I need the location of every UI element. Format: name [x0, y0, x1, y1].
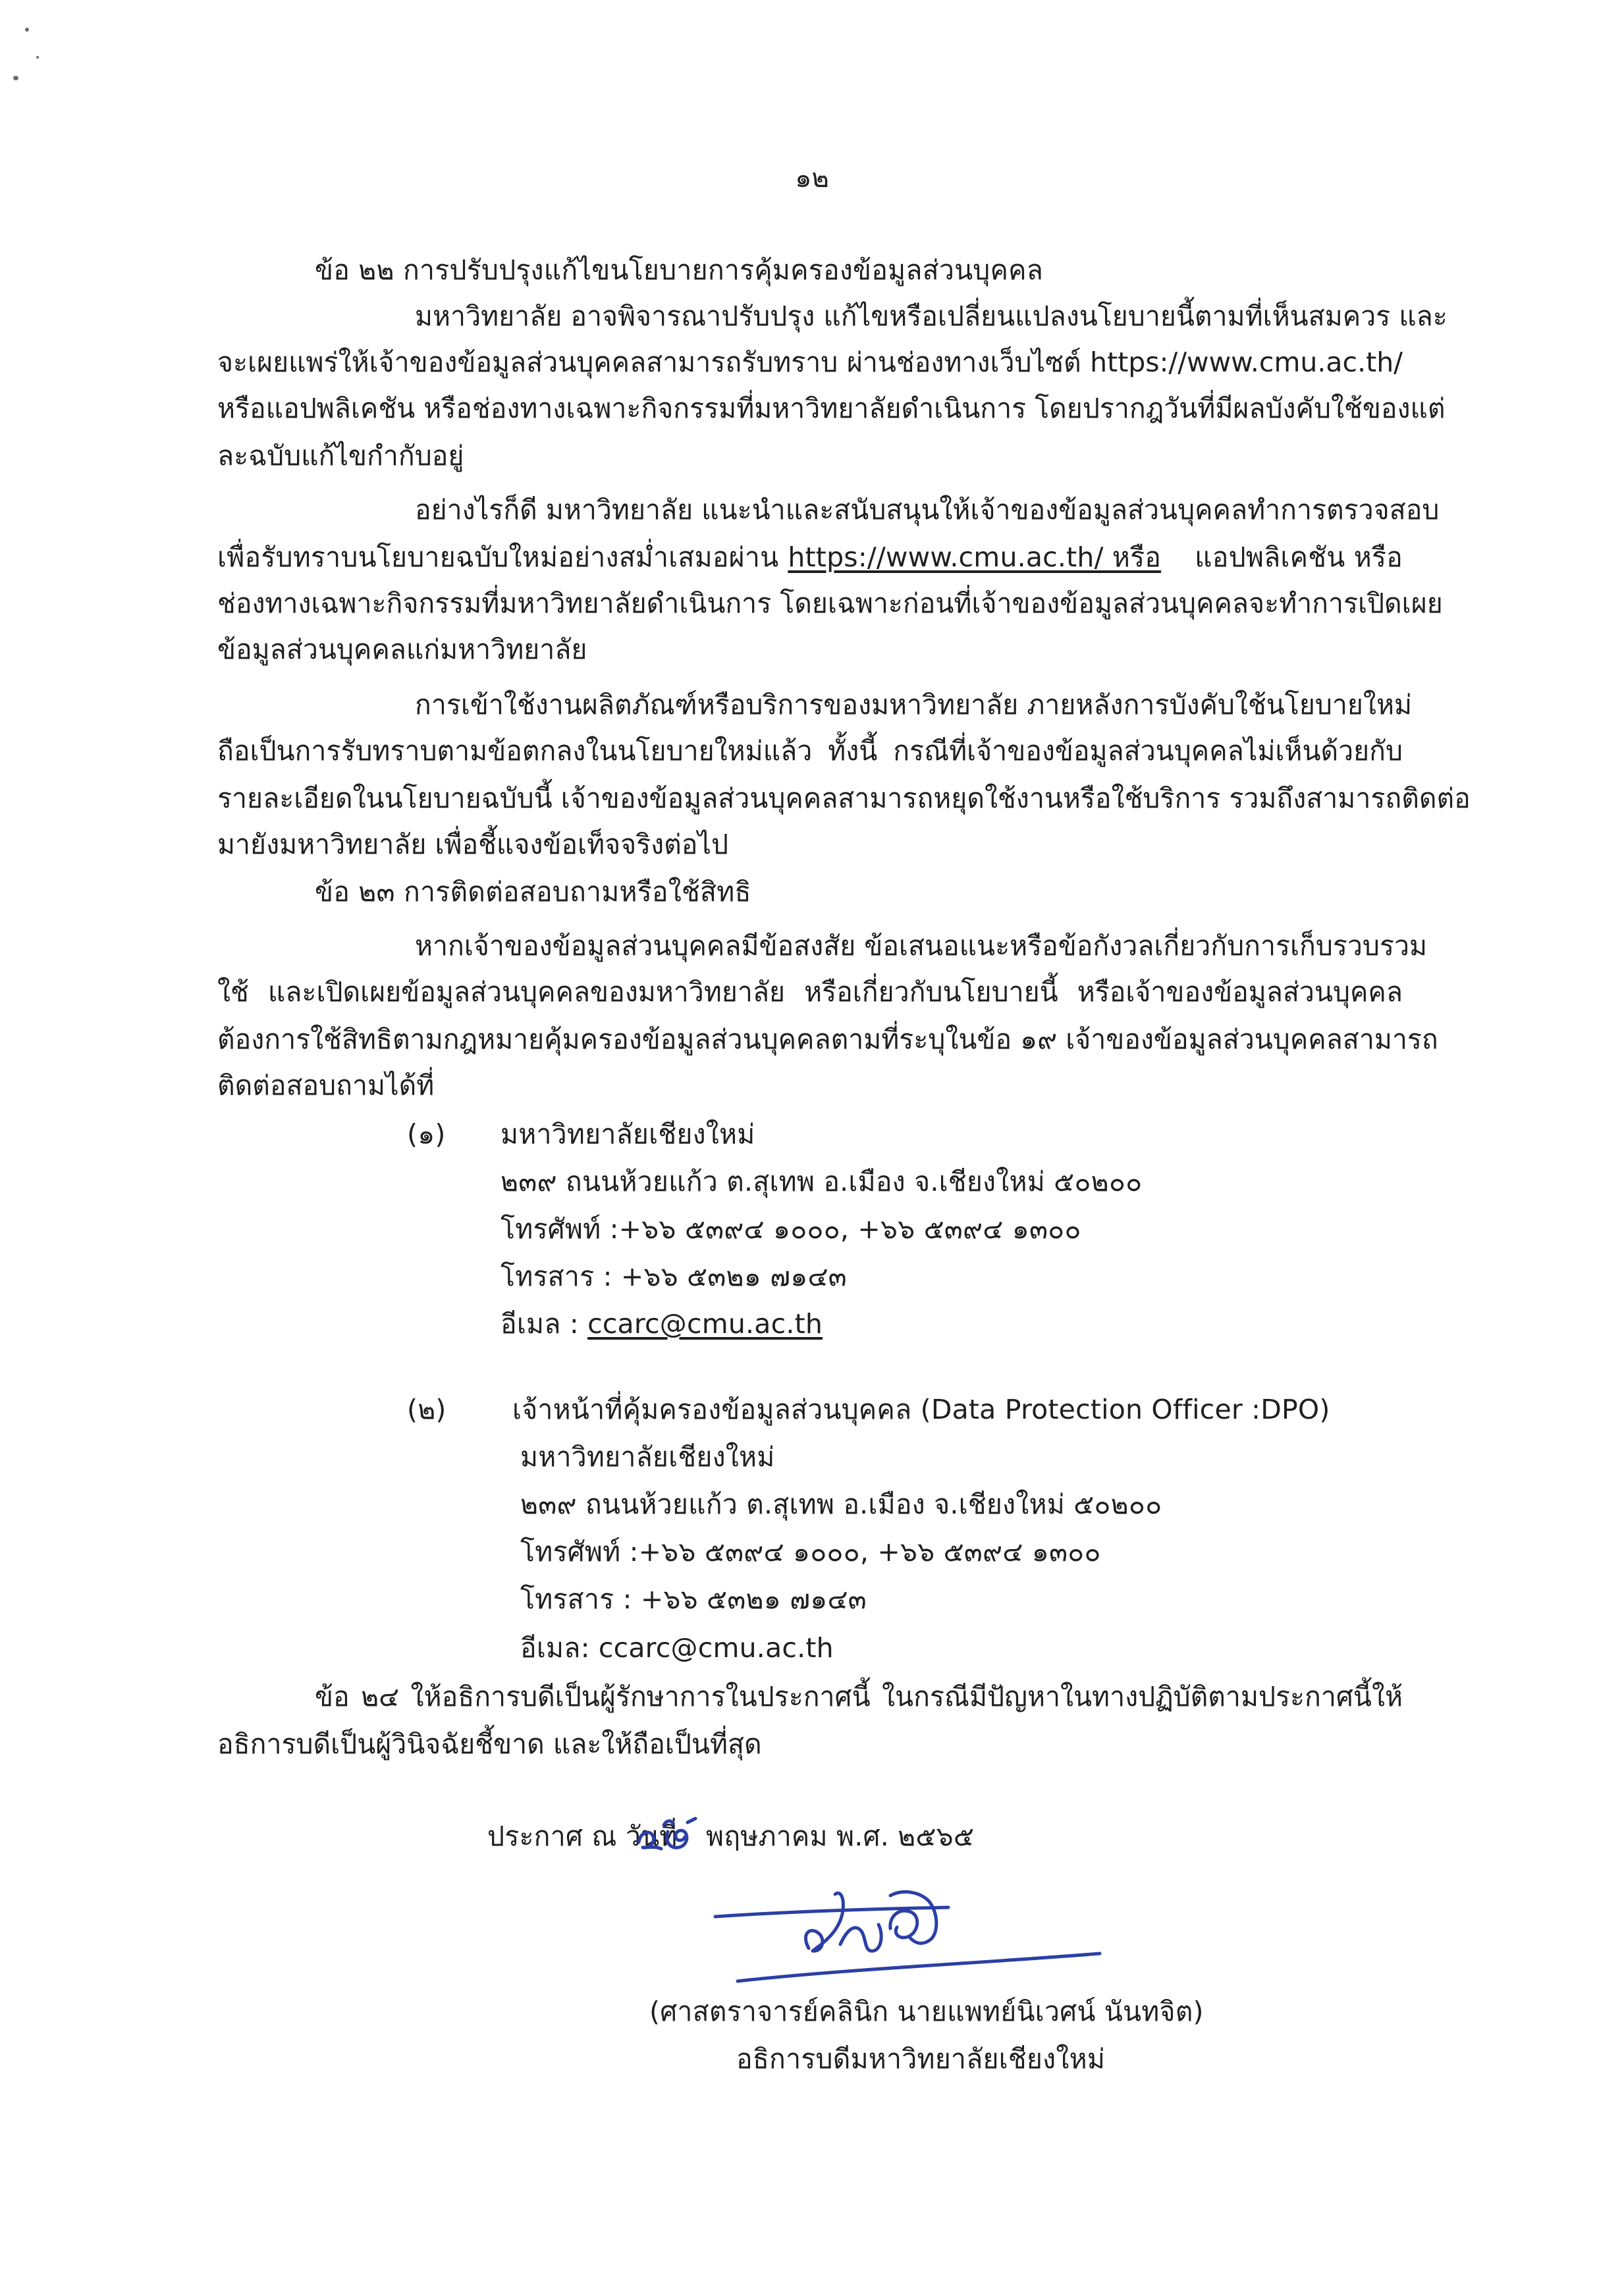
signature — [711, 1871, 1120, 1996]
section-22-heading: ข้อ ๒๒ การปรับปรุงแก้ไขนโยบายการคุ้มครองข้อมูลส่วนบุคคล — [315, 254, 1044, 286]
contact-1-email-link[interactable]: ccarc@cmu.ac.th — [587, 1308, 823, 1340]
cmu-website-link[interactable]: https://www.cmu.ac.th/ หรือ — [788, 541, 1162, 573]
contact-2-email: อีเมล: ccarc@cmu.ac.th — [520, 1632, 834, 1664]
section-22-para3-line4: มายังมหาวิทยาลัย เพื่อชี้แจงข้อเท็จจริงต่อไป — [217, 829, 729, 860]
para2-line2-prefix: เพื่อรับทราบนโยบายฉบับใหม่อย่างสม่ำเสมอผ่าน — [217, 541, 779, 573]
contact-2-address: ๒๓๙ ถนนห้วยแก้ว ต.สุเทพ อ.เมือง จ.เชียงใหม่ ๕๐๒๐๐ — [520, 1489, 1162, 1520]
contact-1-fax: โทรสาร : +๖๖ ๕๓๒๑ ๗๑๔๓ — [501, 1261, 847, 1292]
section-22-para2-line1: อย่างไรก็ดี มหาวิทยาลัย แนะนำและสนับสนุนให้เจ้าของข้อมูลส่วนบุคคลทำการตรวจสอบ — [415, 494, 1440, 526]
section-22-para2-line3: ช่องทางเฉพาะกิจกรรมที่มหาวิทยาลัยดำเนินการ โดยเฉพาะก่อนที่เจ้าของข้อมูลส่วนบุคคลจะทำการเปิดเผย — [217, 588, 1443, 619]
section-23-para-line3: ต้องการใช้สิทธิตามกฎหมายคุ้มครองข้อมูลส่วนบุคคลตามที่ระบุในข้อ ๑๙ เจ้าของข้อมูลส่วนบุคคลสามารถ — [217, 1024, 1438, 1055]
section-23-para-line2: ใช้ และเปิดเผยข้อมูลส่วนบุคคลของมหาวิทยาลัย หรือเกี่ยวกับนโยบายนี้ หรือเจ้าของข้อมูลส่วนบุคคล — [217, 976, 1403, 1008]
contact-2-fax: โทรสาร : +๖๖ ๕๓๒๑ ๗๑๔๓ — [520, 1583, 867, 1615]
announce-prefix: ประกาศ ณ วันที่ — [487, 1820, 678, 1852]
contact-1-address: ๒๓๙ ถนนห้วยแก้ว ต.สุเทพ อ.เมือง จ.เชียงใหม่ ๕๐๒๐๐ — [501, 1166, 1143, 1197]
section-24-line1: ข้อ ๒๔ ให้อธิการบดีเป็นผู้รักษาการในประกาศนี้ ในกรณีมีปัญหาในทางปฏิบัติตามประกาศนี้ให้ — [315, 1681, 1403, 1712]
handwritten-day — [634, 1808, 699, 1861]
scan-speck — [13, 76, 18, 80]
section-22-para3-line1: การเข้าใช้งานผลิตภัณฑ์หรือบริการของมหาวิทยาลัย ภายหลังการบังคับใช้นโยบายใหม่ — [415, 689, 1412, 721]
scan-speck — [25, 28, 29, 32]
section-22-para3-line3: รายละเอียดในนโยบายฉบับนี้ เจ้าของข้อมูลส่วนบุคคลสามารถหยุดใช้งานหรือใช้บริการ รวมถึงสามารถติดต่อ — [217, 782, 1471, 814]
section-22-para2-line2 — [217, 539, 1403, 576]
contact-1-number: (๑) — [407, 1118, 446, 1150]
page-number: ๑๒ — [795, 163, 829, 194]
contact-2-number: (๒) — [407, 1394, 447, 1425]
contact-1-email-label: อีเมล : — [501, 1308, 588, 1340]
scan-speck — [36, 56, 39, 59]
para2-line2-suffix: แอปพลิเคชัน หรือ — [1195, 541, 1403, 573]
section-22-para1-line3: หรือแอปพลิเคชัน หรือช่องทางเฉพาะกิจกรรมที่มหาวิทยาลัยดำเนินการ โดยปรากฎวันที่มีผลบังคับใช้ของแต่ — [217, 393, 1446, 424]
contact-2-title: เจ้าหน้าที่คุ้มครองข้อมูลส่วนบุคคล (Data Protection Officer :DPO) — [512, 1394, 1330, 1425]
section-22-para1-line2: จะเผยแพร่ให้เจ้าของข้อมูลส่วนบุคคลสามารถรับทราบ ผ่านช่องทางเว็บไซต์ https://www.cmu.ac.th/ — [217, 346, 1403, 378]
contact-1-phone: โทรศัพท์ :+๖๖ ๕๓๙๔ ๑๐๐๐, +๖๖ ๕๓๙๔ ๑๓๐๐ — [501, 1213, 1081, 1245]
section-22-para2-line4: ข้อมูลส่วนบุคคลแก่มหาวิทยาลัย — [217, 634, 587, 665]
section-22-para3-line2: ถือเป็นการรับทราบตามข้อตกลงในนโยบายใหม่แล้ว ทั้งนี้ กรณีที่เจ้าของข้อมูลส่วนบุคคลไม่เห็นด้วยกับ — [217, 735, 1403, 767]
signer-position: อธิการบดีมหาวิทยาลัยเชียงใหม่ — [736, 2043, 1106, 2075]
contact-1-name: มหาวิทยาลัยเชียงใหม่ — [501, 1118, 755, 1150]
signer-name: (ศาสตราจารย์คลินิก นายแพทย์นิเวศน์ นันทจิต) — [649, 1996, 1204, 2027]
section-22-para1-line1: มหาวิทยาลัย อาจพิจารณาปรับปรุง แก้ไขหรือเปลี่ยนแปลงนโยบายนี้ตามที่เห็นสมควร และ — [415, 300, 1448, 332]
section-22-para1-line4: ละฉบับแก้ไขกำกับอยู่ — [217, 440, 464, 472]
contact-1-email-line — [501, 1305, 823, 1342]
section-23-heading: ข้อ ๒๓ การติดต่อสอบถามหรือใช้สิทธิ — [315, 876, 751, 908]
contact-2-phone: โทรศัพท์ :+๖๖ ๕๓๙๔ ๑๐๐๐, +๖๖ ๕๓๙๔ ๑๓๐๐ — [520, 1536, 1101, 1568]
contact-2-name: มหาวิทยาลัยเชียงใหม่ — [520, 1441, 775, 1473]
section-23-para-line1: หากเจ้าของข้อมูลส่วนบุคคลมีข้อสงสัย ข้อเสนอแนะหรือข้อกังวลเกี่ยวกับการเก็บรวบรวม — [415, 930, 1428, 962]
announce-suffix: พฤษภาคม พ.ศ. ๒๕๖๕ — [706, 1820, 975, 1852]
section-23-para-line4: ติดต่อสอบถามได้ที่ — [217, 1070, 435, 1101]
section-24-line2: อธิการบดีเป็นผู้วินิจฉัยชี้ขาด และให้ถือเป็นที่สุด — [217, 1728, 762, 1760]
